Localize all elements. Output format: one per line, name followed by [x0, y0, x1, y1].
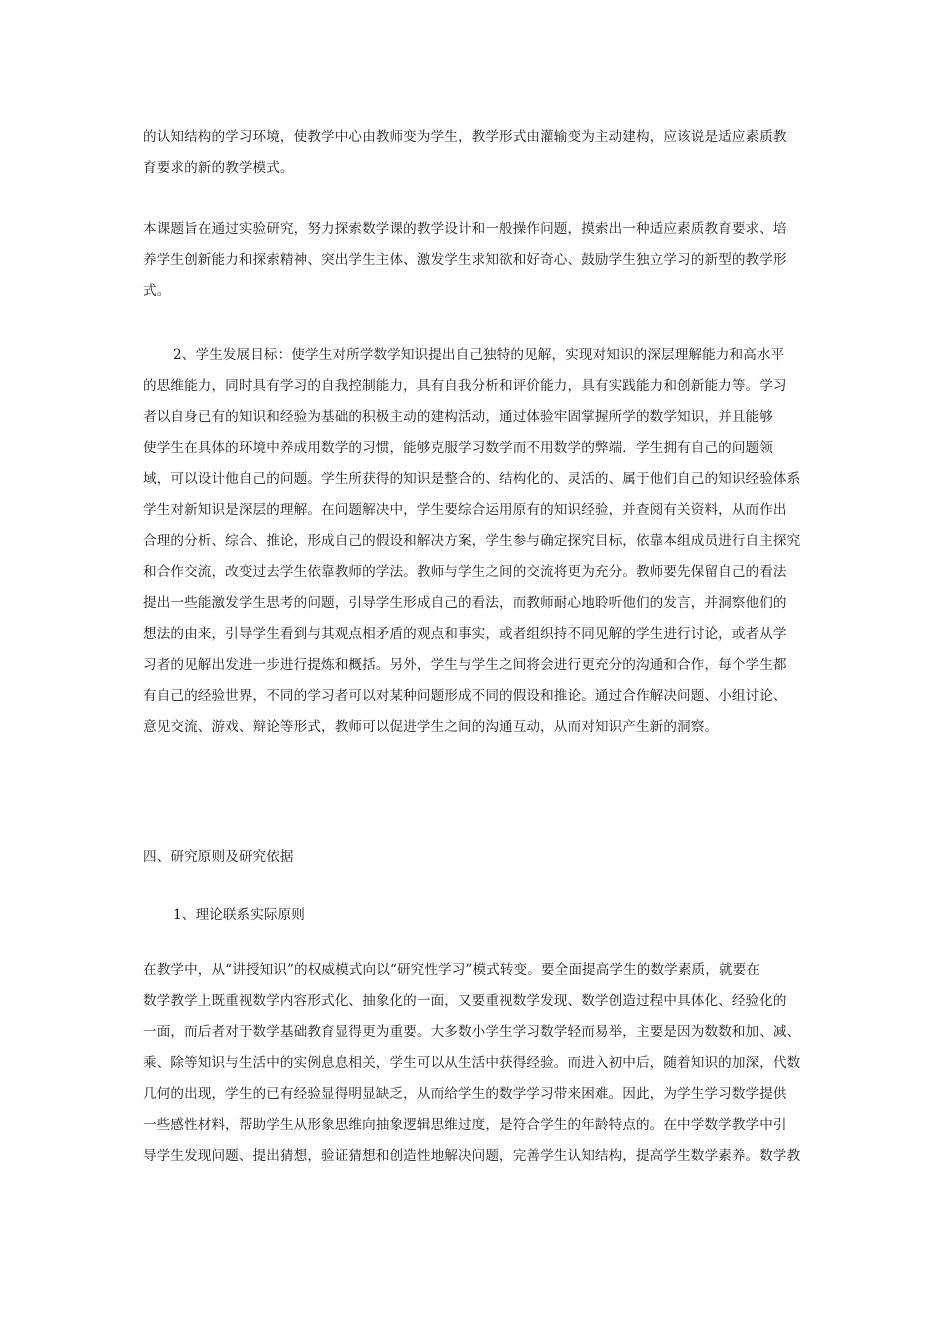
text-line: 有自己的经验世界，不同的学习者可以对某种问题形成不同的假设和推论。通过合作解决问题、小组讨论、	[143, 688, 787, 704]
text-line: 学生对新知识是深层的理解。在问题解决中，学生要综合运用原有的知识经验，并查阅有关资料，从而作出	[143, 502, 787, 518]
text-line: 域，可以设计他自己的问题。学生所获得的知识是整合的、结构化的、灵活的、属于他们自己的知识经验体系	[143, 471, 801, 487]
text-line: 一面，而后者对于数学基础教育显得更为重要。大多数小学生学习数学轻而易举，主要是因为数数和加、减、	[143, 1024, 801, 1040]
text-line: 的认知结构的学习环境，使教学中心由教师变为学生，教学形式由灌输变为主动建构，应该说是适应素质教	[143, 129, 787, 145]
text-line: 习者的见解出发进一步进行提炼和概括。另外，学生与学生之间将会进行更充分的沟通和合作，每个学生都	[143, 657, 787, 673]
subheading-theory-practice	[143, 900, 810, 931]
section-heading-principles	[143, 842, 810, 873]
text-line: 想法的由来，引导学生看到与其观点相矛盾的观点和事实，或者组织持不同见解的学生进行讨论，或者从学	[143, 626, 787, 642]
text-line: 乘、除等知识与生活中的实例息息相关，学生可以从生活中获得经验。而进入初中后，随着知识的加深，代数	[143, 1055, 801, 1071]
text-line: 者以自身已有的知识和经验为基础的积极主动的建构活动，通过体验牢固掌握所学的数学知识，并且能够	[143, 409, 773, 425]
text-line: 数学教学上既重视数学内容形式化、抽象化的一面，又要重视数学发现、数学创造过程中具体化、经验化的	[143, 993, 787, 1009]
text-line: 导学生发现问题、提出猜想，验证猜想和创造性地解决问题，完善学生认知结构，提高学生数学素养。数学教	[143, 1148, 801, 1164]
text-line: 育要求的新的教学模式。	[143, 160, 294, 176]
text-line: 在教学中，从“讲授知识”的权威模式向以“研究性学习”模式转变。要全面提高学生的数学素质，就要在	[143, 962, 761, 978]
text-line: 意见交流、游戏、辩论等形式，教师可以促进学生之间的沟通互动，从而对知识产生新的洞察。	[143, 719, 719, 735]
text-line: 养学生创新能力和探索精神、突出学生主体、激发学生求知欲和好奇心、鼓励学生独立学习的新型的教学形	[143, 252, 787, 268]
paragraph-research-aim	[143, 214, 810, 307]
text-line: 提出一些能激发学生思考的问题，引导学生形成自己的看法，而教师耐心地聆听他们的发言，并洞察他们的	[143, 595, 787, 611]
text-line: 的思维能力，同时具有学习的自我控制能力，具有自我分析和评价能力，具有实践能力和创新能力等。学习	[143, 378, 787, 394]
paragraph-learning-environment	[143, 122, 810, 184]
heading-text: 四、研究原则及研究依据	[143, 849, 294, 865]
text-line: 合理的分析、综合、推论，形成自己的假设和解决方案，学生参与确定探究目标，依靠本组成员进行自主探究	[143, 533, 801, 549]
paragraph-student-development-goal	[143, 340, 810, 743]
text-line: 式。	[143, 283, 171, 299]
text-line: 一些感性材料，帮助学生从形象思维向抽象逻辑思维过度，是符合学生的年龄特点的。在中学数学教学中引	[143, 1117, 787, 1133]
text-line: 使学生在具体的环境中养成用数学的习惯，能够克服学习数学而不用数学的弊端．学生拥有自己的问题领	[143, 440, 773, 456]
paragraph-teaching-shift	[143, 955, 810, 1172]
text-line: 几何的出现，学生的已有经验显得明显缺乏，从而给学生的数学学习带来困难。因此，为学生学习数学提供	[143, 1086, 787, 1102]
text-line: 本课题旨在通过实验研究，努力探索数学课的教学设计和一般操作问题，摸索出一种适应素质教育要求、培	[143, 221, 787, 237]
heading-text: 1、理论联系实际原则	[173, 907, 305, 923]
text-line: 和合作交流，改变过去学生依靠教师的学法。教师与学生之间的交流将更为充分。教师要先保留自己的看法	[143, 564, 787, 580]
text-line: 2、学生发展目标：使学生对所学数学知识提出自己独特的见解，实现对知识的深层理解能力和高水平	[173, 347, 785, 363]
